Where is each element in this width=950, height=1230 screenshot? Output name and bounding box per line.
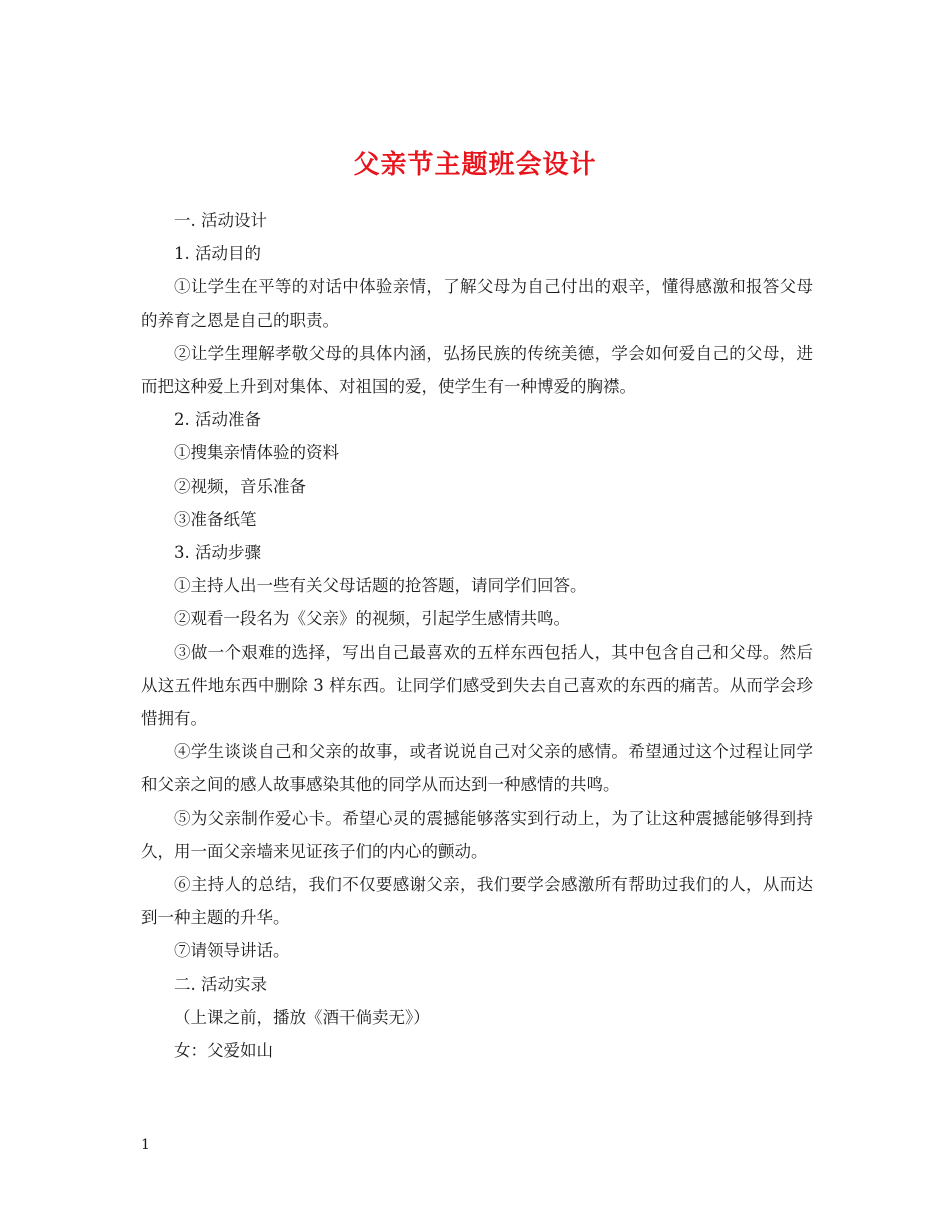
list-item: ①主持人出一些有关父母话题的抢答题，请同学们回答。 xyxy=(174,576,587,596)
page-number: 1 xyxy=(141,1137,150,1153)
subsection-heading: 3. 活动步骤 xyxy=(174,543,261,563)
document-body xyxy=(141,204,813,1067)
page-title: 父亲节主题班会设计 xyxy=(353,150,597,181)
list-item: ③做一个艰难的选择，写出自己最喜欢的五样东西包括人，其中包含自己和父母。然后从这五件地东西中删除 3 样东西。让同学们感受到失去自己喜欢的东西的痛苦。从而学会珍惜拥有。 xyxy=(141,642,813,729)
subsection-heading: 1. 活动目的 xyxy=(174,244,261,264)
list-item: ②观看一段名为《父亲》的视频，引起学生感情共鸣。 xyxy=(174,609,570,629)
body-paragraph: ②让学生理解孝敬父母的具体内涵，弘扬民族的传统美德，学会如何爱自己的父母，进而把这种爱上升到对集体、对祖国的爱，使学生有一种博爱的胸襟。 xyxy=(141,343,813,397)
list-item: ②视频，音乐准备 xyxy=(174,476,306,496)
list-item: ⑥主持人的总结，我们不仅要感谢父亲，我们要学会感激所有帮助过我们的人，从而达到一种主题的升华。 xyxy=(141,875,813,928)
body-paragraph: 女：父爱如山 xyxy=(174,1041,273,1061)
list-item: ④学生谈谈自己和父亲的故事，或者说说自己对父亲的感情。希望通过这个过程让同学和父亲之间的感人故事感染其他的同学从而达到一种感情的共鸣。 xyxy=(141,742,813,795)
list-item: ⑦请领导讲话。 xyxy=(174,941,290,961)
section-heading: 二. 活动实录 xyxy=(174,974,267,994)
subsection-heading: 2. 活动准备 xyxy=(174,410,261,430)
list-item: ③准备纸笔 xyxy=(174,509,257,529)
section-heading: 一. 活动设计 xyxy=(174,211,267,230)
list-item: ⑤为父亲制作爱心卡。希望心灵的震撼能够落实到行动上，为了让这种震撼能够得到持久，用一面父亲墙来见证孩子们的内心的颤动。 xyxy=(141,808,813,861)
list-item: ①搜集亲情体验的资料 xyxy=(174,443,339,463)
body-paragraph: ①让学生在平等的对话中体验亲情，了解父母为自己付出的艰辛，懂得感激和报答父母的养育之恩是自己的职责。 xyxy=(141,277,813,330)
body-paragraph: （上课之前，播放《酒干倘卖无》） xyxy=(174,1007,430,1027)
